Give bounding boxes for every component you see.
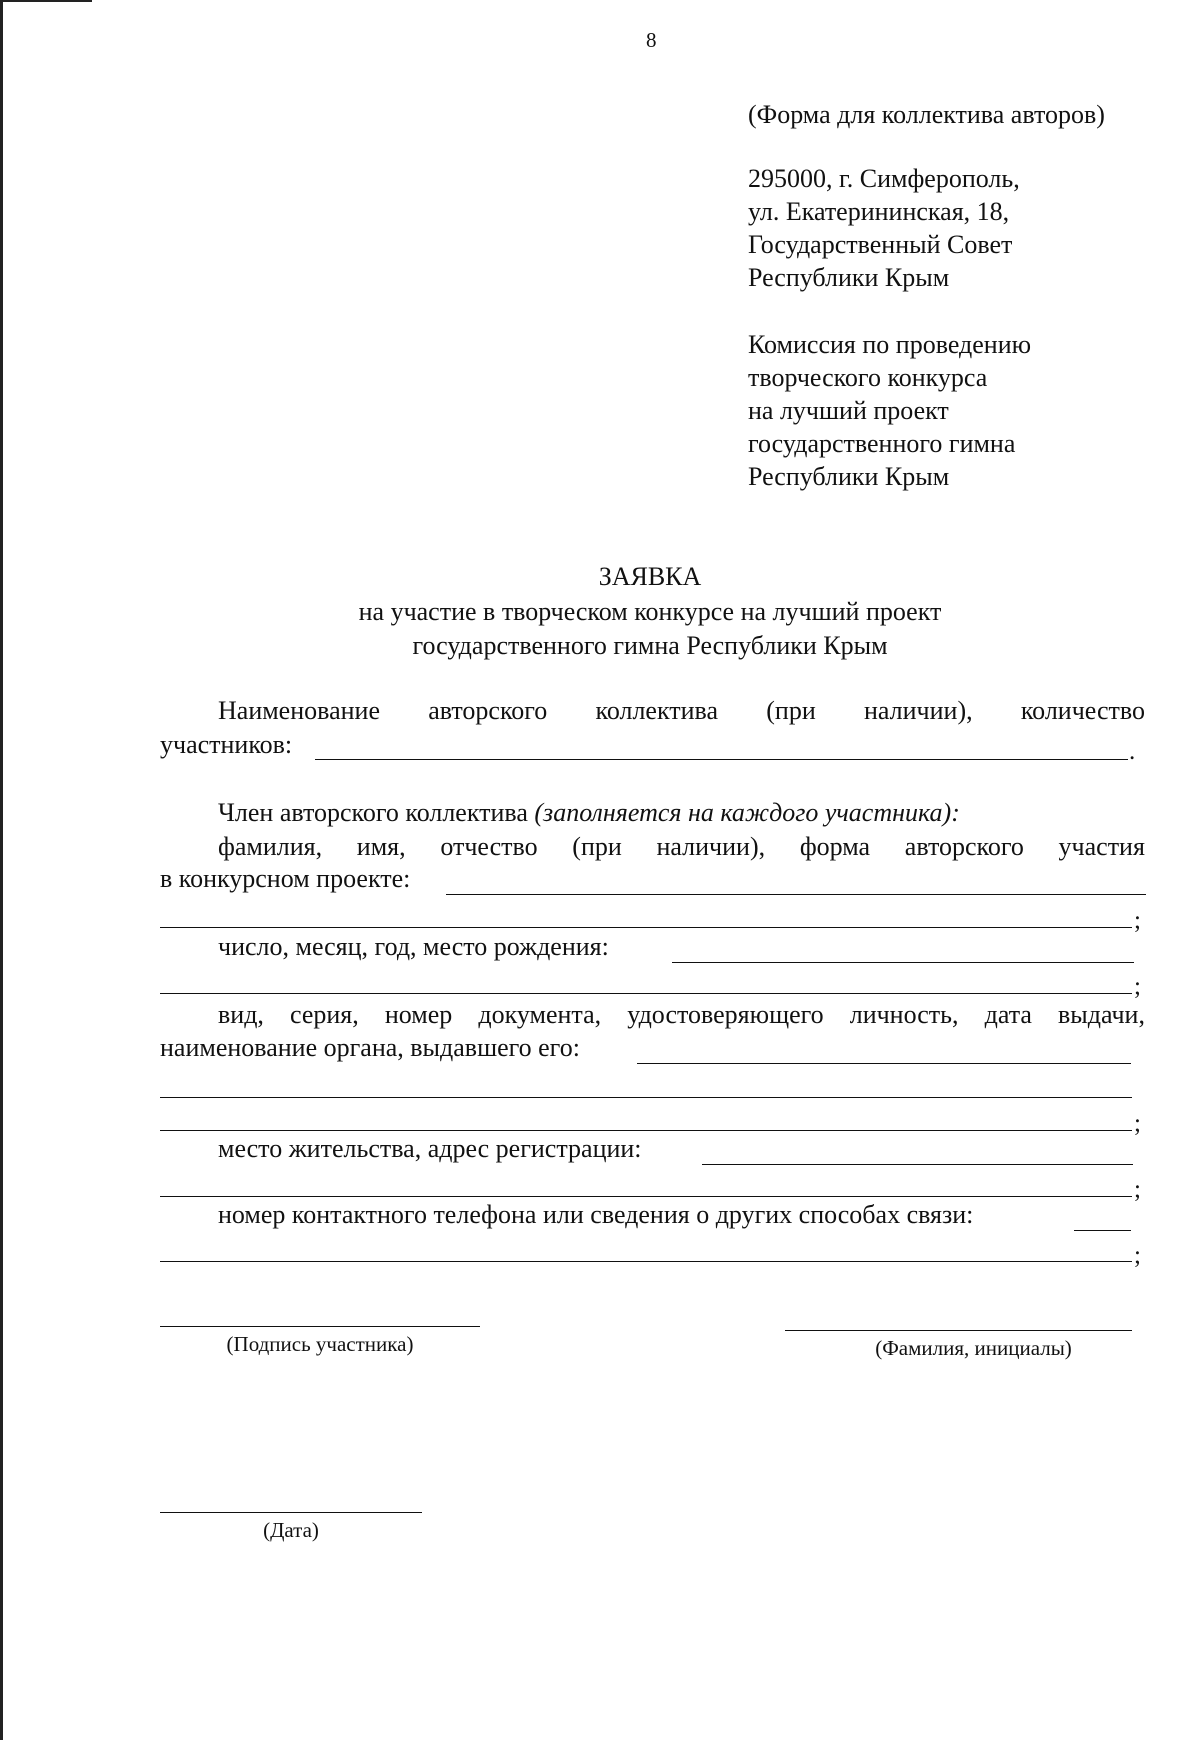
- line-end-semicolon: ;: [1134, 1242, 1141, 1269]
- address-line: Государственный Совет: [748, 230, 1013, 259]
- commission-line: Республики Крым: [748, 462, 950, 491]
- id-document-label: вид, серия, номер документа, удостоверяющего личность, дата выдачи,: [218, 1000, 1145, 1029]
- recipient-commission: [748, 328, 1031, 493]
- date-label: (Дата): [263, 1518, 319, 1542]
- line-end-period: .: [1129, 738, 1136, 765]
- phone-field[interactable]: [1074, 1230, 1131, 1231]
- commission-line: творческого конкурса: [748, 363, 988, 392]
- birth-field[interactable]: [672, 962, 1134, 963]
- residence-label: место жительства, адрес регистрации:: [218, 1134, 642, 1163]
- line-end-semicolon: ;: [1134, 973, 1141, 1000]
- line-end-semicolon: ;: [1134, 907, 1141, 934]
- signature-label: (Подпись участника): [226, 1332, 414, 1356]
- line-end-semicolon: ;: [1134, 1176, 1141, 1203]
- id-document-field[interactable]: [637, 1063, 1131, 1064]
- form-type-note: (Форма для коллектива авторов): [748, 100, 1105, 129]
- commission-line: на лучший проект: [748, 396, 949, 425]
- recipient-address: [748, 162, 1020, 294]
- residence-field-continued[interactable]: [160, 1196, 1132, 1197]
- line-end-semicolon: ;: [1134, 1110, 1141, 1137]
- fio-label: фамилия, имя, отчество (при наличии), форма авторского участия: [218, 832, 1145, 861]
- residence-field[interactable]: [702, 1164, 1133, 1165]
- surname-initials-field[interactable]: [785, 1330, 1132, 1331]
- document-subtitle-line: государственного гимна Республики Крым: [412, 631, 888, 660]
- scan-edge-left: [0, 0, 3, 1740]
- commission-line: Комиссия по проведению: [748, 330, 1032, 359]
- phone-field-continued[interactable]: [160, 1261, 1132, 1262]
- document-title: ЗАЯВКА: [598, 562, 702, 591]
- birth-label: число, месяц, год, место рождения:: [218, 932, 609, 961]
- address-line: ул. Екатерининская, 18,: [748, 197, 1010, 226]
- phone-label: номер контактного телефона или сведения о других способах связи:: [218, 1200, 974, 1229]
- id-document-field-continued[interactable]: [160, 1130, 1132, 1131]
- address-line: Республики Крым: [748, 263, 950, 292]
- participants-count-label: участников:: [160, 730, 293, 759]
- date-field[interactable]: [160, 1512, 422, 1513]
- id-document-field-continued[interactable]: [160, 1097, 1132, 1098]
- collective-name-label: Наименование авторского коллектива (при наличии), количество: [218, 696, 1145, 725]
- commission-line: государственного гимна: [748, 429, 1016, 458]
- id-document-label-continued: наименование органа, выдавшего его:: [160, 1033, 580, 1062]
- fio-field-continued[interactable]: [160, 927, 1132, 928]
- surname-initials-label: (Фамилия, инициалы): [875, 1336, 1072, 1360]
- signature-field[interactable]: [160, 1326, 480, 1327]
- fio-label-continued: в конкурсном проекте:: [160, 864, 411, 893]
- member-section-heading: Член авторского коллектива (заполняется на каждого участника):: [218, 798, 960, 827]
- page-number: 8: [646, 28, 657, 52]
- scan-edge-top: [0, 0, 92, 2]
- participants-count-field[interactable]: [315, 759, 1128, 760]
- address-line: 295000, г. Симферополь,: [748, 164, 1020, 193]
- document-subtitle-line: на участие в творческом конкурсе на лучший проект: [358, 597, 942, 626]
- birth-field-continued[interactable]: [160, 993, 1132, 994]
- fio-field[interactable]: [446, 894, 1146, 895]
